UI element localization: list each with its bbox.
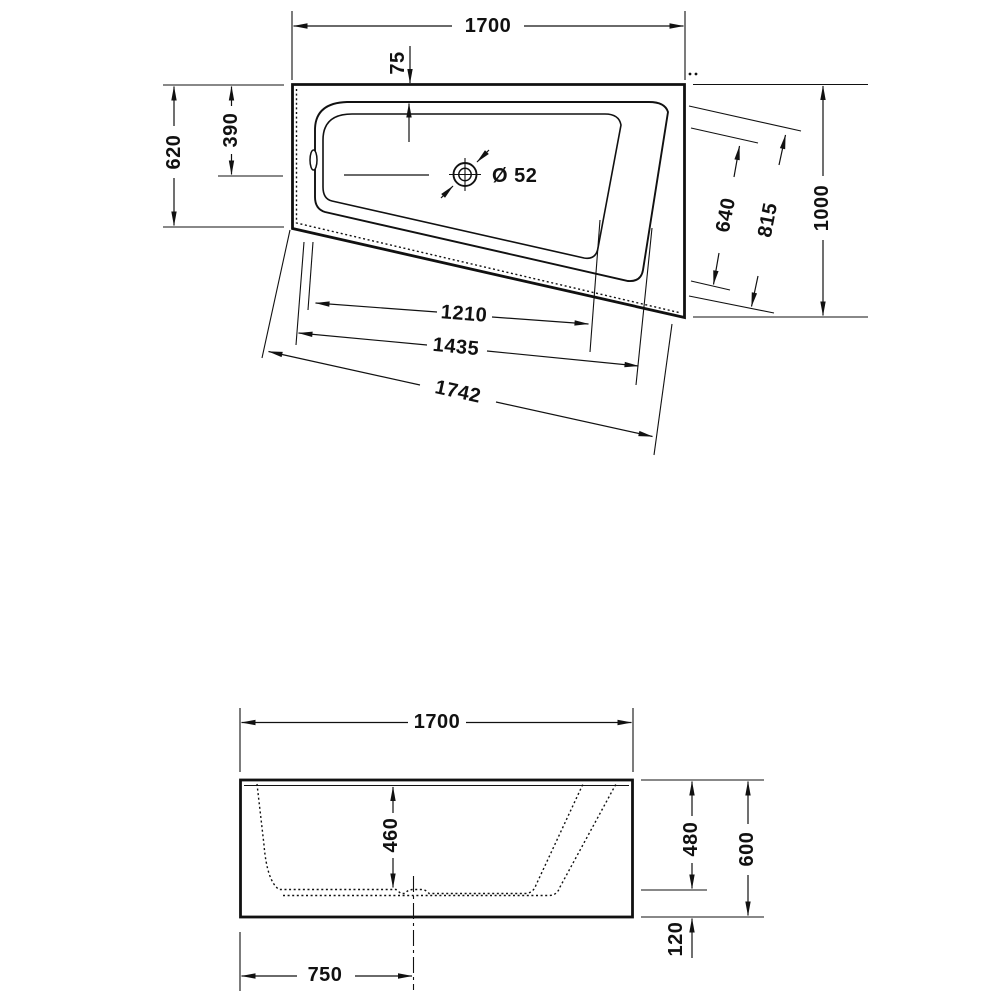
overflow-hole [310,150,317,170]
dim-plan-640 [691,128,758,290]
dim-front-1700-label: 1700 [413,711,461,733]
drain [344,150,537,198]
dim-plan-815-label: 815 [753,200,783,240]
dim-front-120 [665,919,692,959]
dim-front-750-label: 750 [307,964,343,986]
dim-plan-1435-label: 1435 [431,333,481,361]
dim-plan-620-label: 620 [163,134,185,170]
dim-front-600-label: 600 [736,831,758,867]
basin-profile-near [257,784,583,894]
dim-plan-815 [689,106,801,313]
drain-pointer-arrow-sw [441,186,453,198]
dim-plan-1700-label: 1700 [464,15,512,37]
dim-plan-1210-label: 1210 [439,301,489,327]
dim-front-480-label: 480 [680,821,702,857]
front-view [240,708,764,991]
dim-front-750 [240,932,412,991]
drain-diameter-label: Ø 52 [492,165,538,187]
plan-view [163,11,868,455]
tub-outer-outline [293,85,685,318]
dim-plan-620 [163,85,284,227]
tub-rim-contour [315,102,668,281]
corner-dot-2 [695,73,698,76]
dim-front-460 [380,787,402,888]
dim-plan-75-label: 75 [387,51,409,75]
dim-plan-640-label: 640 [711,195,741,235]
tub-front-outline [241,780,633,917]
drain-pointer-arrow-ne [477,150,489,162]
dim-front-1700 [240,708,633,772]
tub-basin-contour [323,114,621,258]
basin-profile-far [283,784,616,896]
dim-front-460-label: 460 [380,817,402,853]
dim-plan-75 [387,46,410,142]
dim-plan-1210 [308,220,600,352]
dim-front-120-label: 120 [665,921,687,957]
dim-front-600 [641,782,764,918]
dim-plan-390 [218,87,283,177]
dim-plan-1000-label: 1000 [811,184,833,232]
dim-plan-1742-label: 1742 [432,376,484,408]
corner-dot-1 [689,73,692,76]
dim-plan-390-label: 390 [220,112,242,148]
dim-plan-1700 [292,11,685,80]
